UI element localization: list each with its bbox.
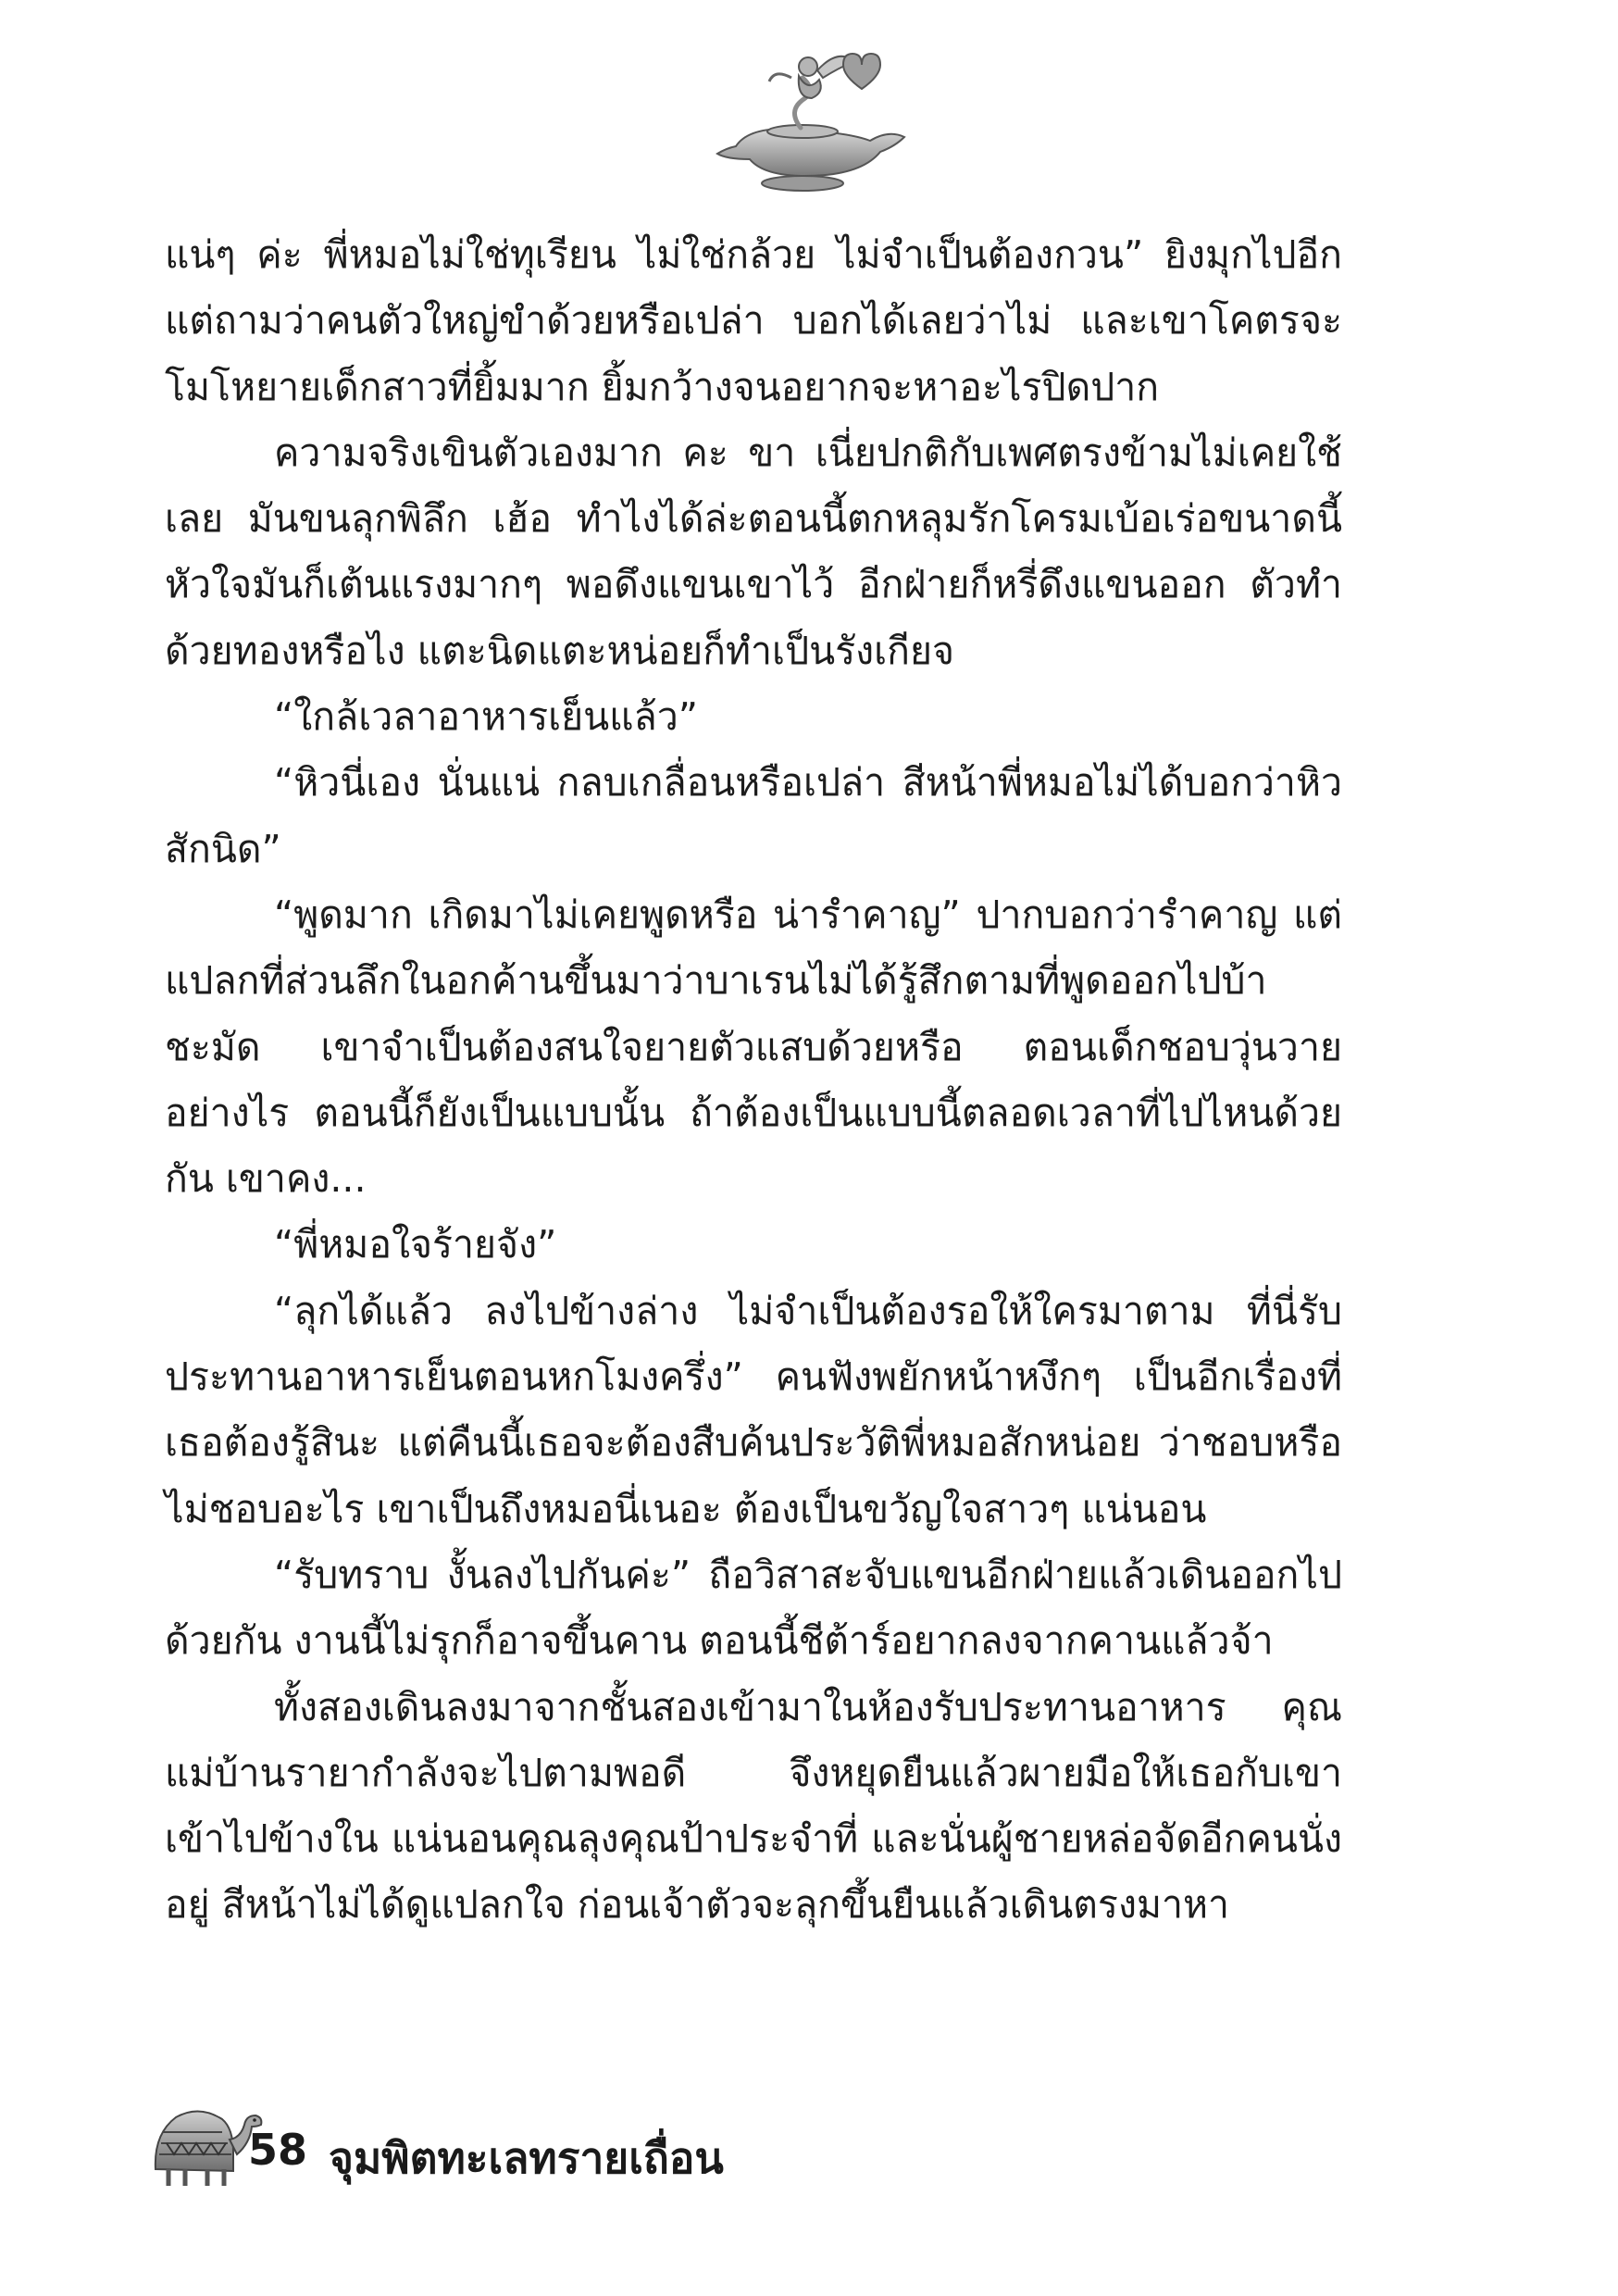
paragraph: แน่ๆ ค่ะ พี่หมอไม่ใช่ทุเรียน ไม่ใช่กล้วย ไม่จำเป็นต้องกวน” ยิงมุกไปอีก แต่ถามว่าคนตัวใหญ่ขำด้วยหรือเปล่า บอกได้เลยว่าไม่ และเขาโคตรจะโมโหยายเด็กสาวที่ยิ้มมาก ยิ้มกว้างจนอยากจะหาอะไรปิดปาก bbox=[165, 232, 1342, 409]
paragraph: ความจริงเขินตัวเองมาก คะ ขา เนี่ยปกติกับเพศตรงข้ามไม่เคยใช้เลย มันขนลุกพิลึก เฮ้อ ทำไงได้ล่ะตอนนี้ตกหลุมรักโครมเบ้อเร่อขนาดนี้ หัวใจมันก็เต้นแรงมากๆ พอดึงแขนเขาไว้ อีกฝ่ายก็หรี่ดึงแขนออก ตัวทำด้วยทองหรือไง แตะนิดแตะหน่อยก็ทำเป็นรังเกียจ bbox=[165, 430, 1342, 673]
paragraph: “ใกล้เวลาอาหารเย็นแล้ว” bbox=[274, 694, 698, 740]
paragraph: “ลุกได้แล้ว ลงไปข้างล่าง ไม่จำเป็นต้องรอให้ใครมาตาม ที่นี่รับประทานอาหารเย็นตอนหกโมงครึ่ง” คนฟังพยักหน้าหงึกๆ เป็นอีกเรื่องที่เธอต้องรู้สินะ แต่คืนนี้เธอจะต้องสืบค้นประวัติพี่หมอสักหน่อย ว่าชอบหรือไม่ชอบอะไร เขาเป็นถึงหมอนี่เนอะ ต้องเป็นขวัญใจสาวๆ แน่นอน bbox=[165, 1288, 1342, 1531]
paragraph: “พี่หมอใจร้ายจัง” bbox=[274, 1222, 557, 1267]
paragraph: “รับทราบ งั้นลงไปกันค่ะ” ถือวิสาสะจับแขนอีกฝ่ายแล้วเดินออกไปด้วยกัน งานนี้ไม่รุกก็อาจขึ้นคาน ตอนนี้ชีต้าร์อยากลงจากคานแล้วจ้า bbox=[165, 1552, 1342, 1664]
page-footer bbox=[148, 2097, 981, 2199]
genie-lamp-icon bbox=[699, 37, 921, 194]
page-number: 58 bbox=[248, 2125, 308, 2175]
book-title: จุมพิตทะเลทรายเถื่อน bbox=[329, 2133, 724, 2183]
camel-icon bbox=[148, 2097, 264, 2190]
paragraph: “หิวนี่เอง นั่นแน่ กลบเกลื่อนหรือเปล่า สีหน้าพี่หมอไม่ได้บอกว่าหิวสักนิด” bbox=[165, 760, 1342, 871]
paragraph: ทั้งสองเดินลงมาจากชั้นสองเข้ามาในห้องรับประทานอาหาร คุณแม่บ้านรายากำลังจะไปตามพอดี จึงหยุดยืนแล้วผายมือให้เธอกับเขาเข้าไปข้างใน แน่นอนคุณลุงคุณป้าประจำที่ และนั่นผู้ชายหล่อจัดอีกคนนั่งอยู่ สีหน้าไม่ได้ดูแปลกใจ ก่อนเจ้าตัวจะลุกขึ้นยืนแล้วเดินตรงมาหา bbox=[165, 1684, 1342, 1928]
body-text bbox=[165, 222, 1342, 1939]
paragraph: “พูดมาก เกิดมาไม่เคยพูดหรือ น่ารำคาญ” ปากบอกว่ารำคาญ แต่แปลกที่ส่วนลึกในอกค้านขึ้นมาว่าบาเรนไม่ได้รู้สึกตามที่พูดออกไปบ้าชะมัด เขาจำเป็นต้องสนใจยายตัวแสบด้วยหรือ ตอนเด็กชอบวุ่นวายอย่างไร ตอนนี้ก็ยังเป็นแบบนั้น ถ้าต้องเป็นแบบนี้ตลอดเวลาที่ไปไหนด้วยกัน เขาคง... bbox=[165, 892, 1342, 1202]
